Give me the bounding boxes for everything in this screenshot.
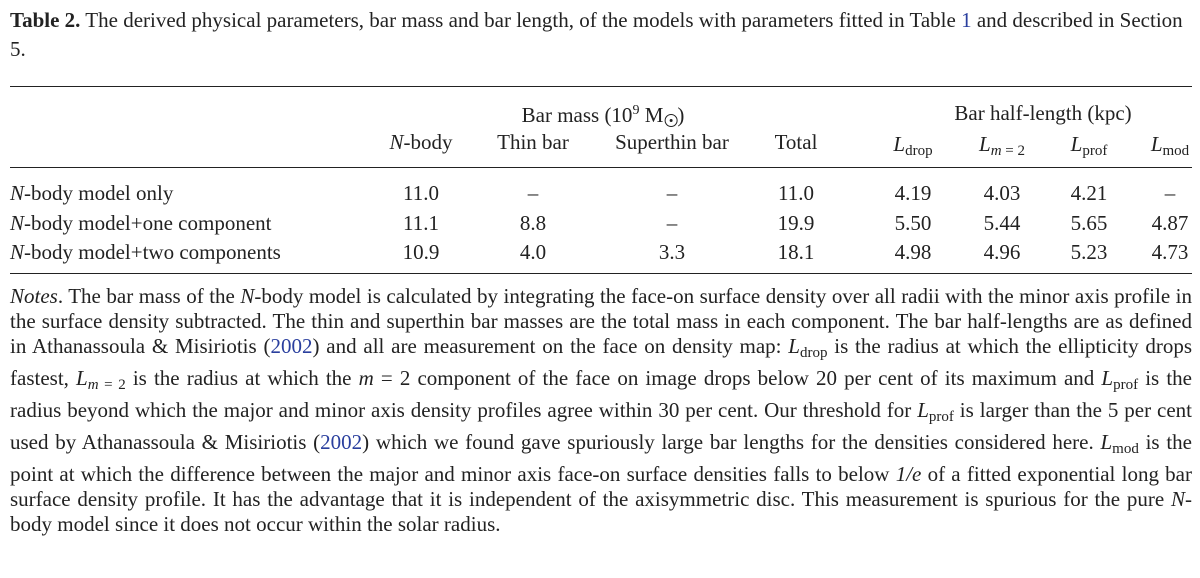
col-total: Total xyxy=(774,130,818,154)
citation-link[interactable]: 2002 xyxy=(320,430,363,454)
row-label: N-body model+two components xyxy=(10,240,281,264)
cell-l-prof: 5.65 xyxy=(1070,211,1108,235)
caption-text-end: and described in Section 5. xyxy=(10,8,1183,61)
cell-l-prof: 5.23 xyxy=(1070,240,1108,264)
bar-mass-header: Bar mass ($10^9$ M ) xyxy=(521,103,685,127)
cell-nbody: 11.1 xyxy=(403,211,439,235)
cell-nbody: 11.0 xyxy=(403,181,439,205)
cell-superthin: 3.3 xyxy=(658,240,686,264)
citation-link[interactable]: 2002 xyxy=(270,334,313,358)
cell-l-prof: 4.21 xyxy=(1070,181,1108,205)
col-superthin-bar: Superthin bar xyxy=(615,130,729,154)
cell-total: 11.0 xyxy=(778,181,814,205)
top-rule xyxy=(10,86,1192,87)
cell-superthin: – xyxy=(666,181,678,205)
cell-total: 19.9 xyxy=(777,211,815,235)
cell-thin: 8.8 xyxy=(519,211,547,235)
cell-l-drop: 4.98 xyxy=(894,240,932,264)
col-l-mod: $L_{mod}$ xyxy=(1150,132,1190,159)
cell-total: 18.1 xyxy=(777,240,815,264)
cell-l-m2: 4.03 xyxy=(983,181,1021,205)
row-label: N-body model only xyxy=(10,181,174,205)
header-rule xyxy=(10,167,1192,168)
bottom-rule xyxy=(10,273,1192,274)
bar-half-length-header: Bar half-length (kpc) xyxy=(954,101,1132,125)
row-label: N-body model+one component xyxy=(10,211,272,235)
cell-l-drop: 5.50 xyxy=(894,211,932,235)
cell-l-mod: 4.87 xyxy=(1151,211,1189,235)
col-l-m2: Lm $_{= 2}$ xyxy=(979,132,1025,159)
col-thin-bar: Thin bar xyxy=(497,130,569,154)
sun-symbol-icon xyxy=(664,114,677,127)
table-caption xyxy=(10,6,1192,64)
caption-label: Table 2. xyxy=(10,8,81,32)
cell-thin: – xyxy=(527,181,539,205)
cell-thin: 4.0 xyxy=(519,240,547,264)
table-ref-link[interactable]: 1 xyxy=(961,8,972,32)
cell-l-mod: – xyxy=(1164,181,1176,205)
cell-l-mod: 4.73 xyxy=(1151,240,1189,264)
cell-l-drop: 4.19 xyxy=(894,181,932,205)
table-notes: Notes. The bar mass of the N-body model is calculated by integrating the face-on surface density over all radii with the minor axis profile in the surface density subtracted. The thin and superthin bar masses are the total mass in each component. The bar half-lengths are as defined in Athanassoula & Misiriotis (2002) and all are measurement on the face on density map: $L_{drop}$ is the radius at which the ellipticity drops fastest, Lm $_{= 2}$ is the radius at which the m = 2 component of the face on image drops below 20 per cent of its maximum and $L_{prof}$ is the radius beyond which the major and minor axis density profiles agree within 30 per cent. Our threshold for $L_{prof}$ is larger than the 5 per cent used by Athanassoula & Misiriotis (2002) which we found gave spuriously large bar lengths for the densities considered here. $L_{mod}$ is the point at which the difference between the major and minor axis face-on surface densities falls to below 1/e of a fitted exponential long bar surface density profile. It has the advantage that it is independent of the axisymmetric disc. This measurement is spurious for the pure N-body model since it does not occur within the solar radius. xyxy=(10,284,1193,536)
caption-text: The derived physical parameters, bar mass and bar length, of the models with parameters fitted in Table xyxy=(85,8,956,32)
cell-l-m2: 4.96 xyxy=(983,240,1021,264)
col-l-prof: $L_{prof}$ xyxy=(1070,132,1108,159)
col-nbody: N-body xyxy=(389,130,453,154)
cell-l-m2: 5.44 xyxy=(983,211,1021,235)
col-l-drop: $L_{drop}$ xyxy=(893,132,933,159)
cell-superthin: – xyxy=(666,211,678,235)
cell-nbody: 10.9 xyxy=(402,240,440,264)
